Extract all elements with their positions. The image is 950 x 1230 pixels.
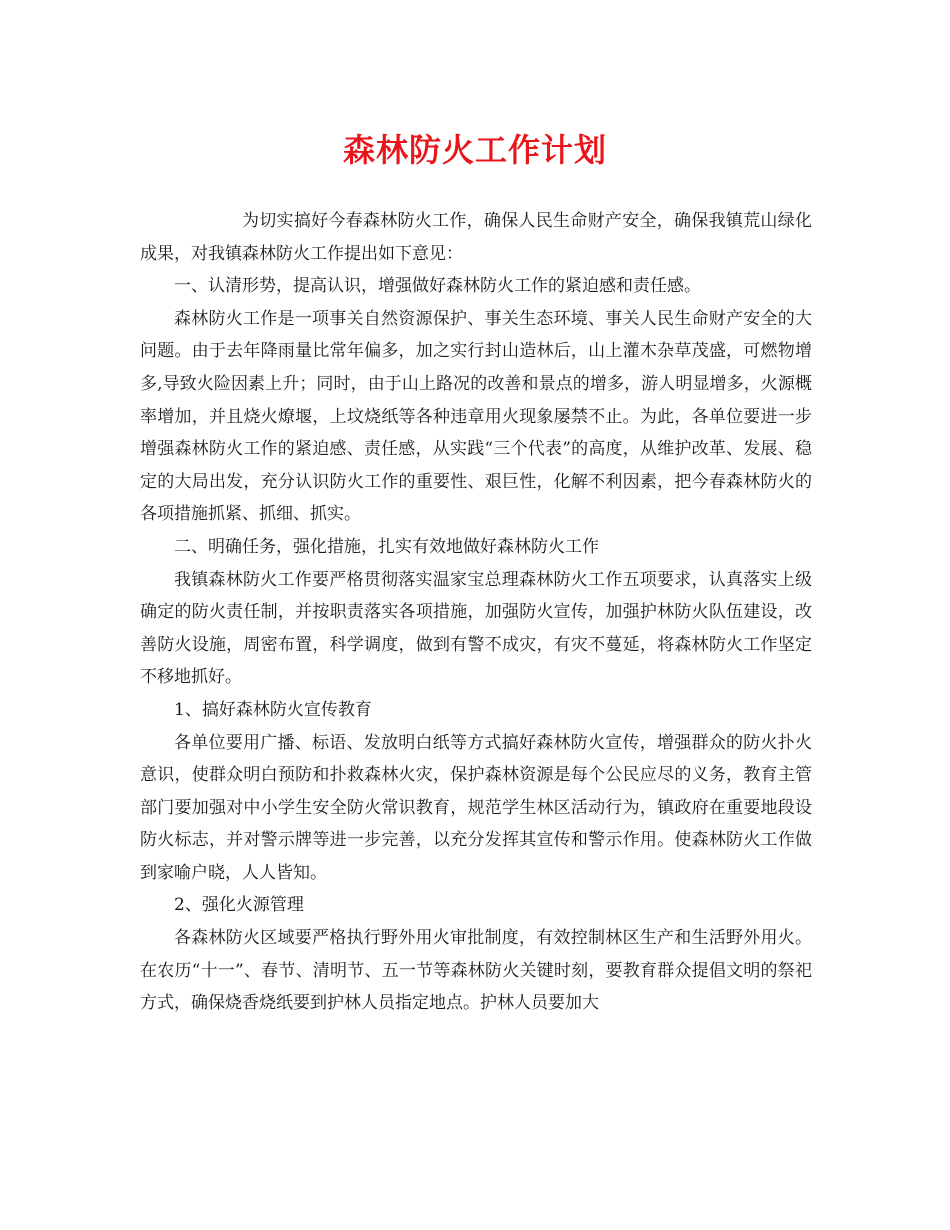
body-paragraph: 各单位要用广播、标语、发放明白纸等方式搞好森林防火宣传，增强群众的防火扑火意识，使群众明白预防和扑救森林火灾，保护森林资源是每个公民应尽的义务，教育主管部门要加强对中小学生安全防火常识教育，规范学生林区活动行为，镇政府在重要地段设防火标志，并对警示牌等进一步完善，以充分发挥其宣传和警示作用。使森林防火工作做到家喻户晓，人人皆知。 <box>140 732 812 883</box>
intro-paragraph: 为切实搞好今春森林防火工作，确保人民生命财产安全，确保我镇荒山绿化成果，对我镇森林防火工作提出如下意见： <box>140 211 812 264</box>
section-heading-1: 一、认清形势，提高认识，增强做好森林防火工作的紧迫感和责任感。 <box>174 276 701 297</box>
subsection-heading-1: 1、搞好森林防火宣传教育 <box>174 699 372 720</box>
section-heading-2: 二、明确任务，强化措施，扎实有效地做好森林防火工作 <box>174 536 599 557</box>
body-paragraph: 森林防火工作是一项事关自然资源保护、事关生态环境、事关人民生命财产安全的大问题。由于去年降雨量比常年偏多，加之实行封山造林后，山上灌木杂草茂盛，可燃物增多,导致火险因素上升；同时，由于山上路况的改善和景点的增多，游人明显增多，火源概率增加，并且烧火燎堰，上坟烧纸等各种违章用火现象屡禁不止。为此，各单位要进一步增强森林防火工作的紧迫感、责任感，从实践“三个代表”的高度，从维护改革、发展、稳定的大局出发，充分认识防火工作的重要性、艰巨性，化解不利因素，把今春森林防火的各项措施抓紧、抓细、抓实。 <box>140 308 812 525</box>
subsection-heading-2: 2、强化火源管理 <box>174 895 304 916</box>
body-paragraph: 各森林防火区域要严格执行野外用火审批制度，有效控制林区生产和生活野外用火。在农历“十一”、春节、清明节、五一节等森林防火关键时刻，要教育群众提倡文明的祭祀方式，确保烧香烧纸要到护林人员指定地点。护林人员要加大 <box>140 928 812 1014</box>
document-body <box>140 205 812 1020</box>
document-title: 森林防火工作计划 <box>342 131 607 169</box>
body-paragraph: 我镇森林防火工作要严格贯彻落实温家宝总理森林防火工作五项要求，认真落实上级确定的防火责任制，并按职责落实各项措施，加强防火宣传，加强护林防火队伍建设，改善防火设施，周密布置，科学调度，做到有警不成灾，有灾不蔓延，将森林防火工作坚定不移地抓好。 <box>140 569 812 688</box>
